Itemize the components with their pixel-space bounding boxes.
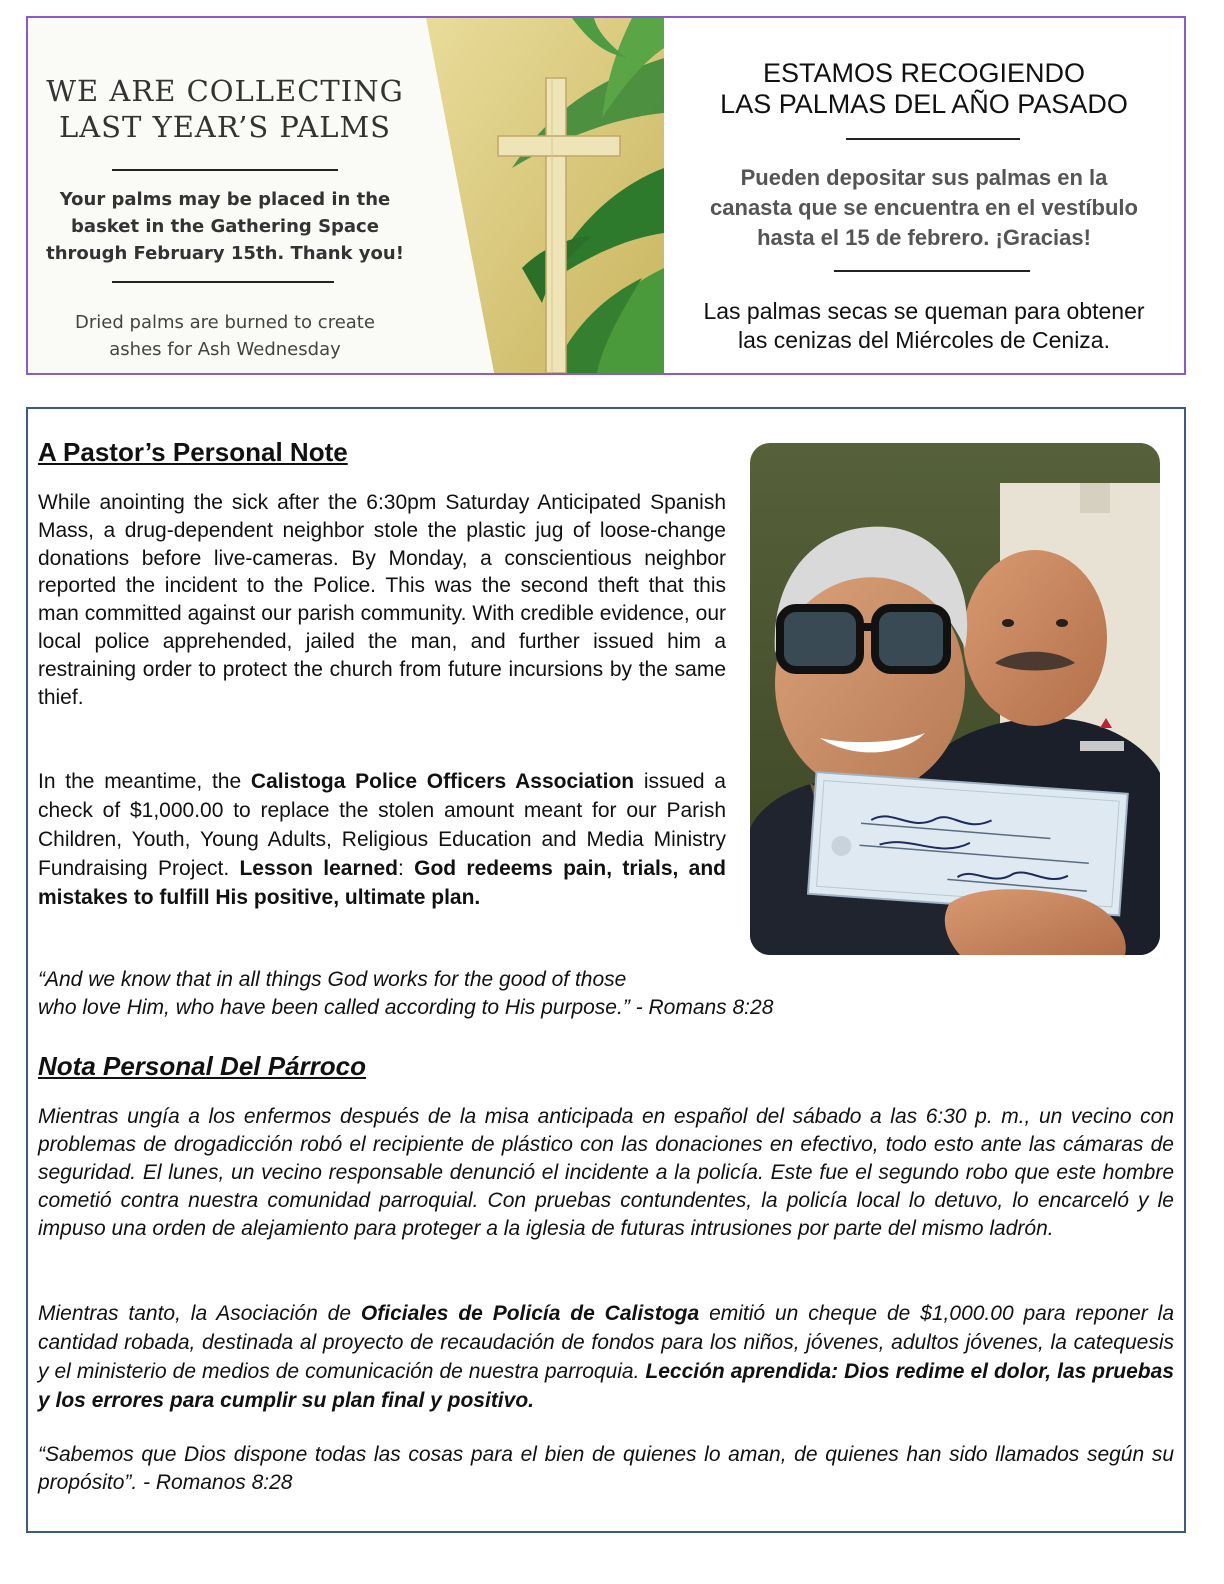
- pastor-note-panel: [26, 407, 1186, 1533]
- banner-spanish-note: Las palmas secas se queman para obtener las cenizas del Miércoles de Ceniza.: [703, 298, 1145, 353]
- police-association-name: Calistoga Police Officers Association: [250, 770, 635, 793]
- lesson-label: Lesson learned: [239, 857, 398, 880]
- pastor-note-title-en: A Pastor’s Personal Note: [38, 437, 348, 467]
- lesson-text: God redeems pain, trials, and mistakes to fulfill His positive, ultimate plan.: [38, 857, 726, 909]
- divider: [112, 169, 338, 171]
- banner-english-note: Dried palms are burned to create ashes for Ash Wednesday: [75, 312, 375, 360]
- pastor-note-es-paragraph-1: Mientras ungía a los enfermos después de la misa anticipada en español del sábado a las 6:30 p. m., un vecino con problemas de drogadicción robó el recipiente de plástico con las donaciones en efectivo, todo esto ante las cámaras de seguridad. El lunes, un vecino responsable denunció el incidente a la policía. Este fue el segundo robo que este hombre cometió contra nuestra comunidad parroquial. Con pruebas contundentes, la policía local lo detuvo, lo encarceló y le impuso una orden de alejamiento para proteger a la iglesia de futuras intrusiones por parte del mismo ladrón.: [38, 1105, 1174, 1240]
- pastor-note-title-es: Nota Personal Del Párroco: [38, 1051, 366, 1081]
- pastor-note-es-paragraph-2: Mientras tanto, la Asociación de Oficiales de Policía de Calistoga emitió un cheque de $1,000.00 para reponer la cantidad robada, destinada al proyecto de recaudación de fondos para los niños, jóvenes, adultos jóvenes, la catequesis y el ministerio de medios de comunicación de nuestra parroquia. Lección aprendida: Dios redime el dolor, las pruebas y los errores para cumplir su plan final y positivo.: [38, 1302, 1174, 1412]
- banner-english-body: Your palms may be placed in the basket in the Gathering Space through February 15th. Thank you!: [46, 189, 404, 264]
- divider: [834, 270, 1030, 272]
- palm-cross-image: [402, 18, 664, 373]
- pastor-note-paragraph-2: In the meantime, the Calistoga Police Officers Association issued a check of $1,000.00 to replace the stolen amount meant for our Parish Children, Youth, Young Adults, Religious Education and Media Ministry Fundraising Project. Lesson learned: God redeems pain, trials, and mistakes to fulfill His positive, ultimate plan.: [38, 770, 726, 909]
- palm-collection-banner: [26, 16, 1186, 375]
- bible-verse-en: “And we know that in all things God works for the good of those who love Him, who have been called according to His purpose.” - Romans 8:28: [38, 968, 774, 1019]
- banner-english-side: [28, 18, 664, 373]
- banner-english-title: WE ARE COLLECTING LAST YEAR’S PALMS: [46, 74, 404, 144]
- bible-verse-es: “Sabemos que Dios dispone todas las cosas para el bien de quienes lo aman, de quienes han sido llamados según su propósito”. - Romanos 8:28: [38, 1443, 1174, 1494]
- banner-spanish-body: Pueden depositar sus palmas en la canasta que se encuentra en el vestíbulo hasta el 15 de febrero. ¡Gracias!: [710, 165, 1138, 250]
- pastor-note-paragraph-1: While anointing the sick after the 6:30pm Saturday Anticipated Spanish Mass, a drug-dependent neighbor stole the plastic jug of loose-change donations before live-cameras. By Monday, a conscientious neighbor reported the incident to the Police. This was the second theft that this man committed against our parish community. With credible evidence, our local police apprehended, jailed the man, and further issued him a restraining order to protect the church from future incursions by the same thief.: [38, 491, 726, 709]
- pastor-with-officer-photo: [750, 443, 1160, 955]
- police-association-name-es: Oficiales de Policía de Calistoga: [360, 1302, 700, 1325]
- photo-illustration: [750, 443, 1160, 955]
- banner-spanish-side: [664, 18, 1184, 373]
- lesson-text-es: Lección aprendida: Dios redime el dolor, las pruebas y los errores para cumplir su plan final y positivo.: [38, 1360, 1174, 1412]
- divider: [112, 281, 334, 283]
- banner-spanish-title: ESTAMOS RECOGIENDO LAS PALMAS DEL AÑO PASADO: [720, 58, 1128, 119]
- divider: [846, 138, 1020, 140]
